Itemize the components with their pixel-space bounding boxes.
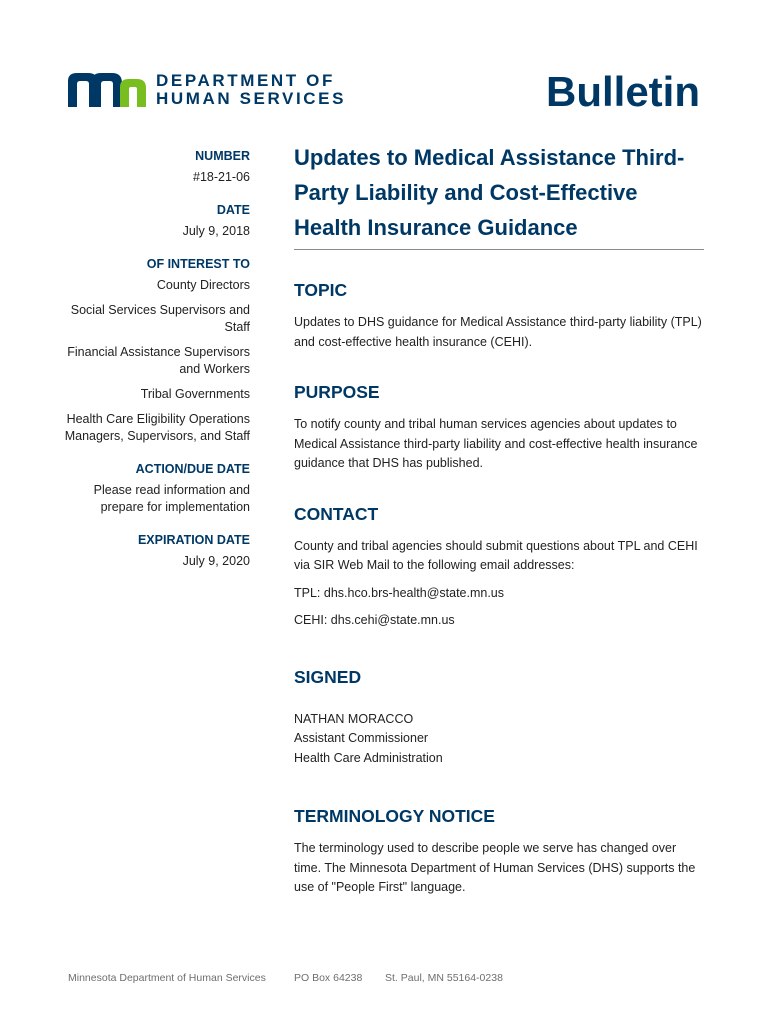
number-value: #18-21-06 bbox=[193, 170, 250, 184]
topic-text: Updates to DHS guidance for Medical Assistance third-party liability (TPL) and cost-effective health insurance (CEHI). bbox=[294, 315, 702, 349]
number-label: NUMBER bbox=[195, 149, 250, 163]
action-label: ACTION/DUE DATE bbox=[135, 462, 250, 476]
signer-title: Assistant Commissioner bbox=[294, 731, 429, 745]
bulletin-title: Updates to Medical Assistance Third-Party Liability and Cost-Effective Health Insurance Guidance bbox=[294, 140, 704, 250]
date-value: July 9, 2018 bbox=[182, 224, 250, 238]
mn-logo-icon bbox=[68, 73, 146, 107]
dhs-logo bbox=[68, 72, 346, 108]
interest-item: Social Services Supervisors and Staff bbox=[70, 303, 250, 334]
org-name-line1: DEPARTMENT OF bbox=[156, 71, 335, 90]
footer-org: Minnesota Department of Human Services bbox=[68, 972, 266, 984]
main-content bbox=[294, 140, 704, 898]
signed-heading: SIGNED bbox=[294, 666, 362, 687]
contact-heading: CONTACT bbox=[294, 503, 379, 524]
org-name-line2: HUMAN SERVICES bbox=[156, 89, 347, 108]
footer-po-box: PO Box 64238 bbox=[294, 972, 363, 984]
purpose-text: To notify county and tribal human services agencies about updates to Medical Assistance third-party liability and cost-effective health insurance guidance that DHS has published. bbox=[294, 417, 698, 470]
terminology-heading: TERMINOLOGY NOTICE bbox=[294, 806, 495, 826]
interest-item: Tribal Governments bbox=[140, 387, 250, 401]
topic-heading: TOPIC bbox=[294, 280, 348, 300]
expiration-label: EXPIRATION DATE bbox=[137, 533, 250, 547]
expiration-value: July 9, 2020 bbox=[182, 554, 250, 568]
sidebar bbox=[60, 148, 250, 570]
contact-cehi-email[interactable]: CEHI: dhs.cehi@state.mn.us bbox=[294, 613, 455, 627]
interest-item: Health Care Eligibility Operations Managers, Supervisors, and Staff bbox=[64, 412, 250, 443]
action-value: Please read information and prepare for implementation bbox=[93, 483, 250, 514]
date-label: DATE bbox=[216, 203, 250, 217]
interest-item: County Directors bbox=[156, 278, 250, 292]
signer-name: NATHAN MORACCO bbox=[294, 711, 414, 726]
purpose-heading: PURPOSE bbox=[294, 382, 380, 402]
signer-division: Health Care Administration bbox=[294, 750, 443, 765]
contact-tpl-email[interactable]: TPL: dhs.hco.brs-health@state.mn.us bbox=[294, 585, 505, 600]
footer-city: St. Paul, MN 55164-0238 bbox=[385, 972, 503, 984]
interest-item: Financial Assistance Supervisors and Workers bbox=[67, 345, 250, 376]
org-name bbox=[156, 72, 346, 108]
contact-text: County and tribal agencies should submit questions about TPL and CEHI via SIR Web Mail to the following email addresses: bbox=[294, 538, 698, 572]
doc-type-title: Bulletin bbox=[546, 68, 700, 115]
interest-label: OF INTEREST TO bbox=[146, 257, 250, 271]
terminology-text: The terminology used to describe people we serve has changed over time. The Minnesota Department of Human Services (DHS) supports the use of "People First" language. bbox=[294, 841, 696, 894]
